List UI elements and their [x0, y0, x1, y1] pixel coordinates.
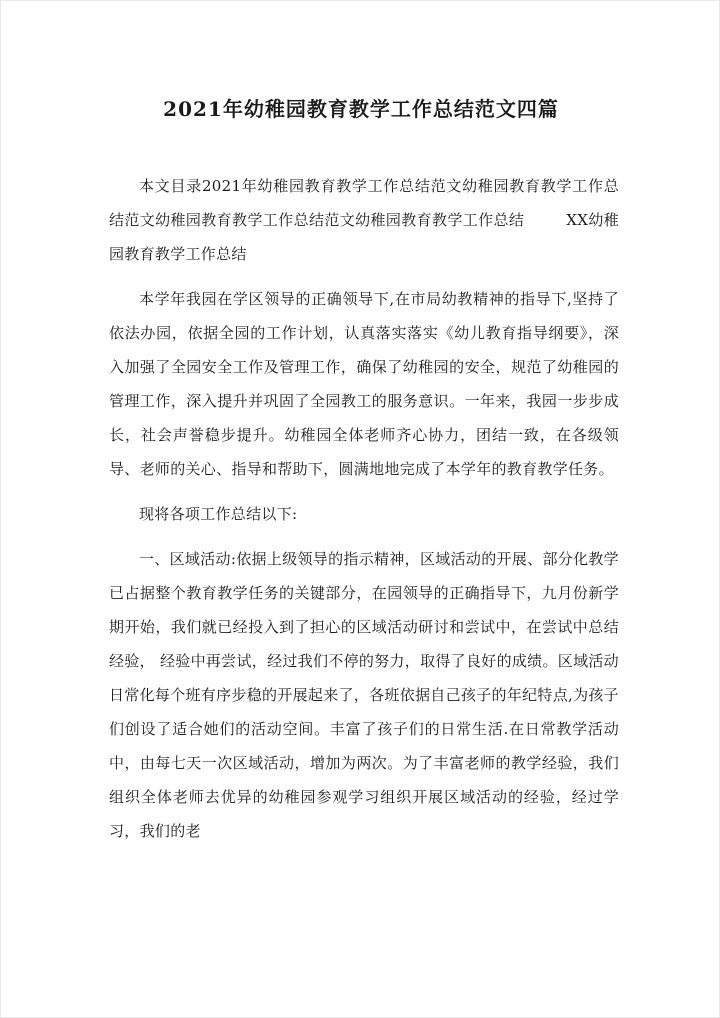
- document-title: 2021年幼稚园教育教学工作总结范文四篇: [163, 97, 559, 121]
- body-paragraph-intro: 本学年我园在学区领导的正确领导下,在市局幼教精神的指导下,坚持了依法办园，依据全园的工作计划，认真落实落实《幼儿教育指导纲要》，深入加强了全园安全工作及管理工作，确保了幼稚园的安全，规范了幼稚园的管理工作，深入提升并巩固了全园教工的服务意识。一年来，我园一步步成长，社会声誉稳步提升。幼稚园全体老师齐心协力，团结一致，在各级领导、老师的关心、指导和帮助下，圆满地地完成了本学年的教育教学任务。: [109, 290, 619, 478]
- toc-paragraph: [109, 169, 619, 271]
- body-paragraph-summary-lead: 现将各项工作总结以下:: [139, 505, 298, 523]
- document-body: [109, 169, 619, 859]
- body-paragraph-area-activities: 一、区域活动:依据上级领导的指示精神，区域活动的开展、部分化教学已占据整个教育教学任务的关键部分，在园领导的正确指导下，九月份新学期开始，我们就已经投入到了担心的区域活动研讨和尝试中，在尝试中总结经验， 经验中再尝试，经过我们不停的努力，取得了良好的成绩。区域活动日常化每个班有序步稳的开展起来了，各班依据自己孩子的年纪特点,为孩子们创设了适合她们的活动空间。丰富了孩子们的日常生活.在日常教学活动中，由每七天一次区域活动，增加为两次。为了丰富老师的教学经验，我们组织全体老师去优异的幼稚园参观学习组织开展区域活动的经验，经过学习，我们的老: [109, 550, 619, 840]
- toc-line-b: XX幼稚园教育教学工作总结: [109, 211, 619, 263]
- toc-line-a: 本文目录2021年幼稚园教育教学工作总结范文幼稚园教育教学工作总结范文幼稚园教育教学工作总结范文幼稚园教育教学工作总结: [109, 177, 619, 229]
